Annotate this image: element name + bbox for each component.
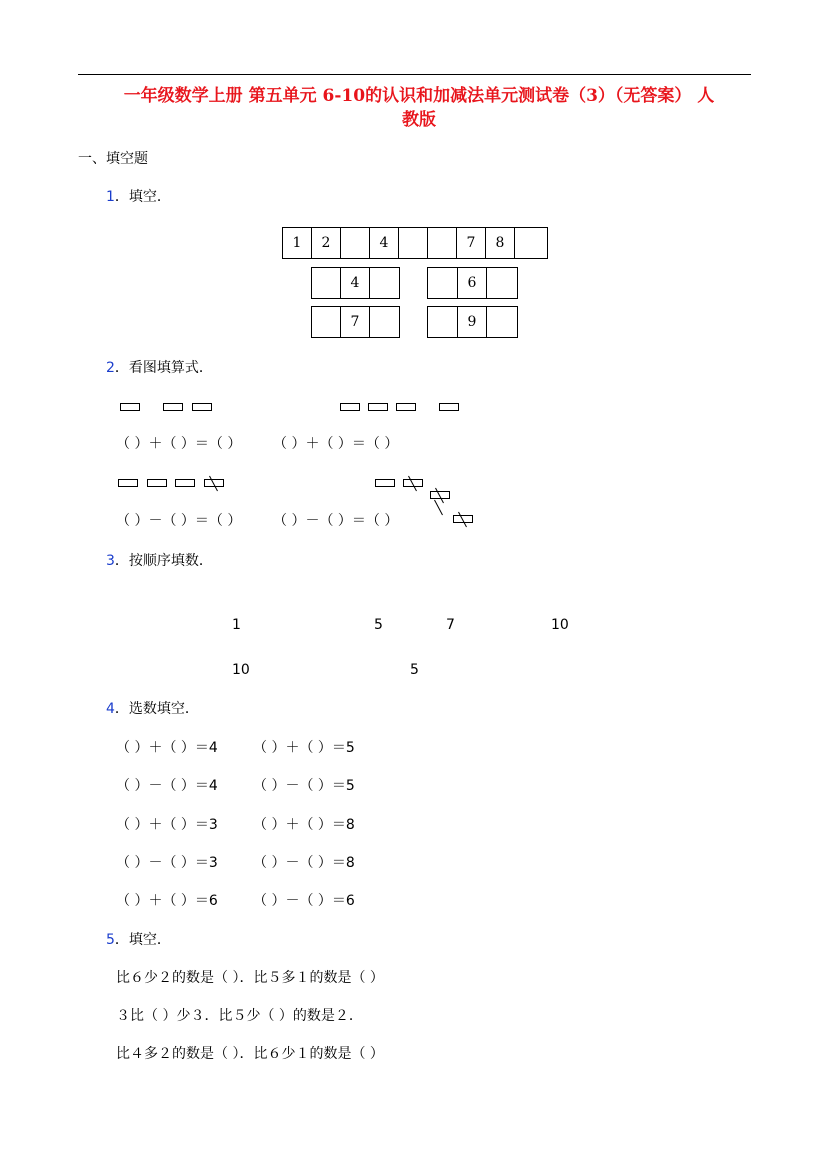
question-3-number: 3 — [106, 553, 115, 569]
row-cell: 7 — [457, 228, 486, 258]
question-1-number: 1 — [106, 189, 115, 205]
rect-icon — [118, 479, 138, 487]
equation-blank: （ ）＋（ ）＝4 — [116, 740, 218, 756]
equation-blank: （ ）－（ ）＝6 — [253, 893, 355, 909]
document-title-line2: 教版 — [402, 110, 436, 130]
grid-cell: 4 — [341, 268, 370, 298]
question-5-number: 5 — [106, 932, 115, 948]
number-grid-a — [311, 267, 400, 299]
number-grid-d — [427, 306, 518, 338]
header-rule — [78, 74, 751, 75]
question-5-label — [106, 931, 171, 949]
equation-blank: （ ）－（ ）＝（ ） — [273, 513, 399, 529]
question-2-number: 2 — [106, 360, 115, 376]
question-4-number: 4 — [106, 701, 115, 717]
sequence-number: 5 — [410, 662, 419, 678]
rect-icon — [439, 403, 459, 411]
rect-icon — [396, 403, 416, 411]
equation-blank: （ ）＋（ ）＝3 — [116, 817, 218, 833]
grid-cell — [370, 307, 399, 337]
equation-blank: （ ）－（ ）＝5 — [253, 778, 355, 794]
question-5-text: ．填空． — [114, 932, 171, 948]
crossed-rect-icon — [430, 489, 450, 501]
rect-icon — [375, 479, 395, 487]
grid-cell: 6 — [458, 268, 487, 298]
document-title-line1: 一年级数学上册 第五单元 6-10的认识和加减法单元测试卷（3）（无答案） 人 — [123, 86, 715, 106]
question-3-label — [106, 552, 213, 570]
row-cell — [428, 228, 457, 258]
crossed-rect-icon — [204, 477, 224, 489]
grid-cell — [428, 307, 458, 337]
row-cell: 1 — [283, 228, 312, 258]
question-2-label — [106, 359, 213, 377]
equation-blank: （ ）－（ ）＝（ ） — [116, 513, 242, 529]
row-cell — [341, 228, 370, 258]
rect-picture-3 — [118, 477, 138, 489]
equation-blank: （ ）－（ ）＝8 — [253, 855, 355, 871]
question-3-text: ．按顺序填数． — [114, 553, 213, 569]
rect-icon — [340, 403, 360, 411]
question-1-label — [106, 188, 171, 206]
equation-blank: （ ）＋（ ）＝（ ） — [273, 436, 399, 452]
equation-blank: （ ）＋（ ）＝（ ） — [116, 436, 242, 452]
rect-icon — [163, 403, 183, 411]
fill-blank-line: 比４多２的数是（ ）．比６少１的数是（ ） — [116, 1046, 384, 1062]
fill-blank-line: 比６少２的数是（ ）．比５多１的数是（ ） — [116, 970, 384, 986]
sequence-number: 5 — [374, 617, 383, 633]
rect-icon — [192, 403, 212, 411]
sequence-number: 10 — [232, 662, 250, 678]
crossed-rect-icon — [403, 477, 423, 489]
grid-cell — [428, 268, 458, 298]
equation-blank: （ ）＋（ ）＝5 — [253, 740, 355, 756]
question-2-text: ．看图填算式． — [114, 360, 213, 376]
rect-icon — [368, 403, 388, 411]
number-row-1-10 — [282, 227, 548, 259]
row-cell — [515, 228, 545, 258]
sequence-number: 7 — [446, 617, 455, 633]
grid-cell — [487, 268, 517, 298]
rect-icon — [120, 403, 140, 411]
equation-blank: （ ）＋（ ）＝6 — [116, 893, 218, 909]
row-cell: 2 — [312, 228, 341, 258]
grid-cell — [487, 307, 517, 337]
row-cell: 8 — [486, 228, 515, 258]
number-grid-c — [311, 306, 400, 338]
question-1-text: ．填空． — [114, 189, 171, 205]
grid-cell: 7 — [341, 307, 370, 337]
rect-icon — [147, 479, 167, 487]
question-4-text: ．选数填空． — [114, 701, 199, 717]
fill-blank-line: ３比（ ）少３．比５少（ ）的数是２． — [116, 1008, 363, 1024]
sequence-number: 1 — [232, 617, 241, 633]
crossed-rect-icon — [436, 501, 446, 513]
grid-cell — [312, 307, 341, 337]
sequence-number: 10 — [551, 617, 569, 633]
equation-blank: （ ）＋（ ）＝8 — [253, 817, 355, 833]
grid-cell — [370, 268, 399, 298]
equation-blank: （ ）－（ ）＝4 — [116, 778, 218, 794]
section-heading: 一、填空题 — [78, 151, 148, 167]
grid-cell: 9 — [458, 307, 487, 337]
equation-blank: （ ）－（ ）＝3 — [116, 855, 218, 871]
grid-cell — [312, 268, 341, 298]
number-grid-b — [427, 267, 518, 299]
rect-icon — [175, 479, 195, 487]
question-4-label — [106, 700, 199, 718]
row-cell: 4 — [370, 228, 399, 258]
row-cell — [399, 228, 428, 258]
crossed-rect-icon — [453, 513, 473, 525]
